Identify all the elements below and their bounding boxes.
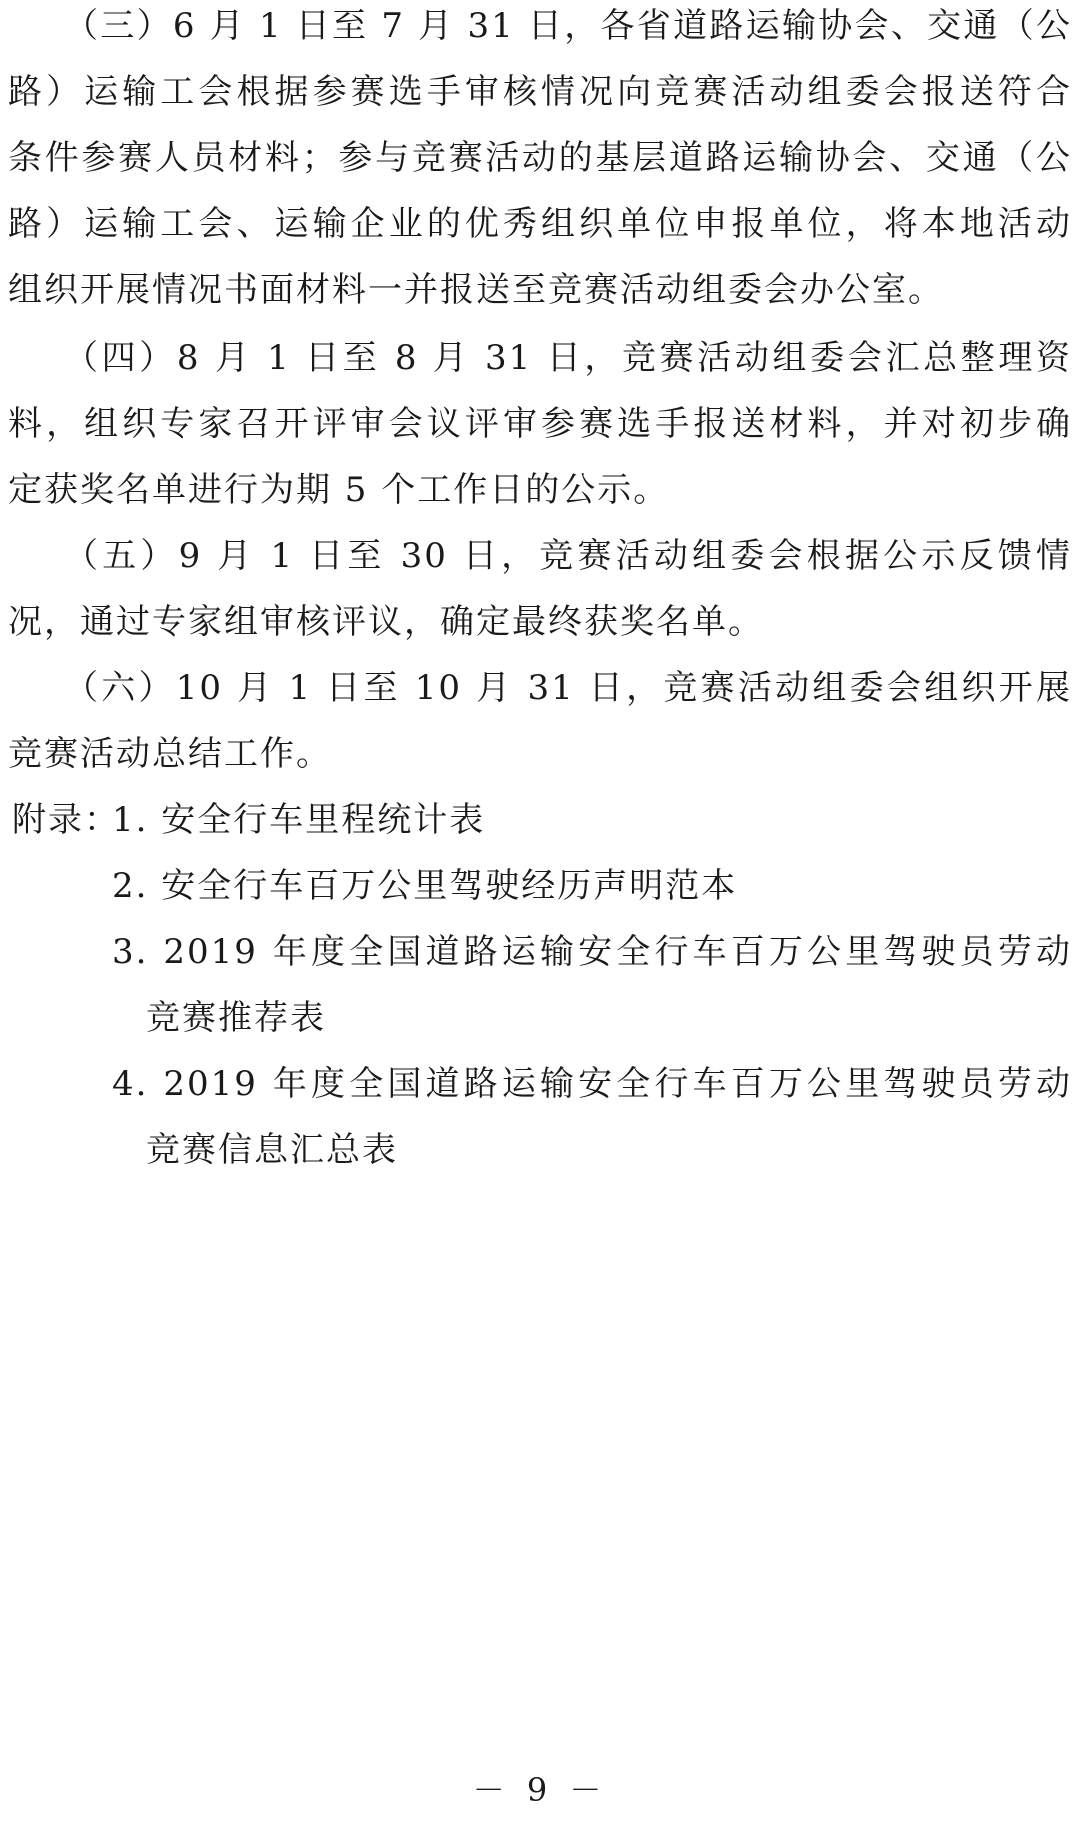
paragraph-3-line-5: 组织开展情况书面材料一并报送至竞赛活动组委会办公室。 <box>8 270 944 310</box>
page-number: － 9 － <box>472 1771 608 1809</box>
paragraph-6-line-1: （六）10 月 1 日至 10 月 31 日，竞赛活动组委会组织开展 <box>64 668 1072 708</box>
appendix-item-3-line-2: 竞赛推荐表 <box>146 998 326 1038</box>
paragraph-3-line-4: 路）运输工会、运输企业的优秀组织单位申报单位，将本地活动 <box>8 204 1072 244</box>
paragraph-4-line-1: （四）8 月 1 日至 8 月 31 日，竞赛活动组委会汇总整理资 <box>64 338 1072 378</box>
appendix-label: 附录： <box>12 800 120 840</box>
paragraph-4-line-2: 料，组织专家召开评审会议评审参赛选手报送材料，并对初步确 <box>8 404 1072 444</box>
paragraph-3-line-3: 条件参赛人员材料；参与竞赛活动的基层道路运输协会、交通（公 <box>8 138 1072 178</box>
paragraph-5-line-2: 况，通过专家组审核评议，确定最终获奖名单。 <box>8 602 764 642</box>
paragraph-3-line-2: 路）运输工会根据参赛选手审核情况向竞赛活动组委会报送符合 <box>8 72 1072 112</box>
appendix-item-4-line-1: 4. 2019 年度全国道路运输安全行车百万公里驾驶员劳动 <box>112 1064 1072 1104</box>
appendix-item-3-line-1: 3. 2019 年度全国道路运输安全行车百万公里驾驶员劳动 <box>112 932 1072 972</box>
paragraph-5-line-1: （五）9 月 1 日至 30 日，竞赛活动组委会根据公示反馈情 <box>64 536 1072 576</box>
paragraph-3-line-1: （三）6 月 1 日至 7 月 31 日，各省道路运输协会、交通（公 <box>64 6 1072 46</box>
appendix-item-1: 1. 安全行车里程统计表 <box>112 800 486 840</box>
paragraph-6-line-2: 竞赛活动总结工作。 <box>8 734 332 774</box>
appendix-item-2: 2. 安全行车百万公里驾驶经历声明范本 <box>112 866 738 906</box>
paragraph-4-line-3: 定获奖名单进行为期 5 个工作日的公示。 <box>8 470 670 510</box>
appendix-item-4-line-2: 竞赛信息汇总表 <box>146 1130 398 1170</box>
